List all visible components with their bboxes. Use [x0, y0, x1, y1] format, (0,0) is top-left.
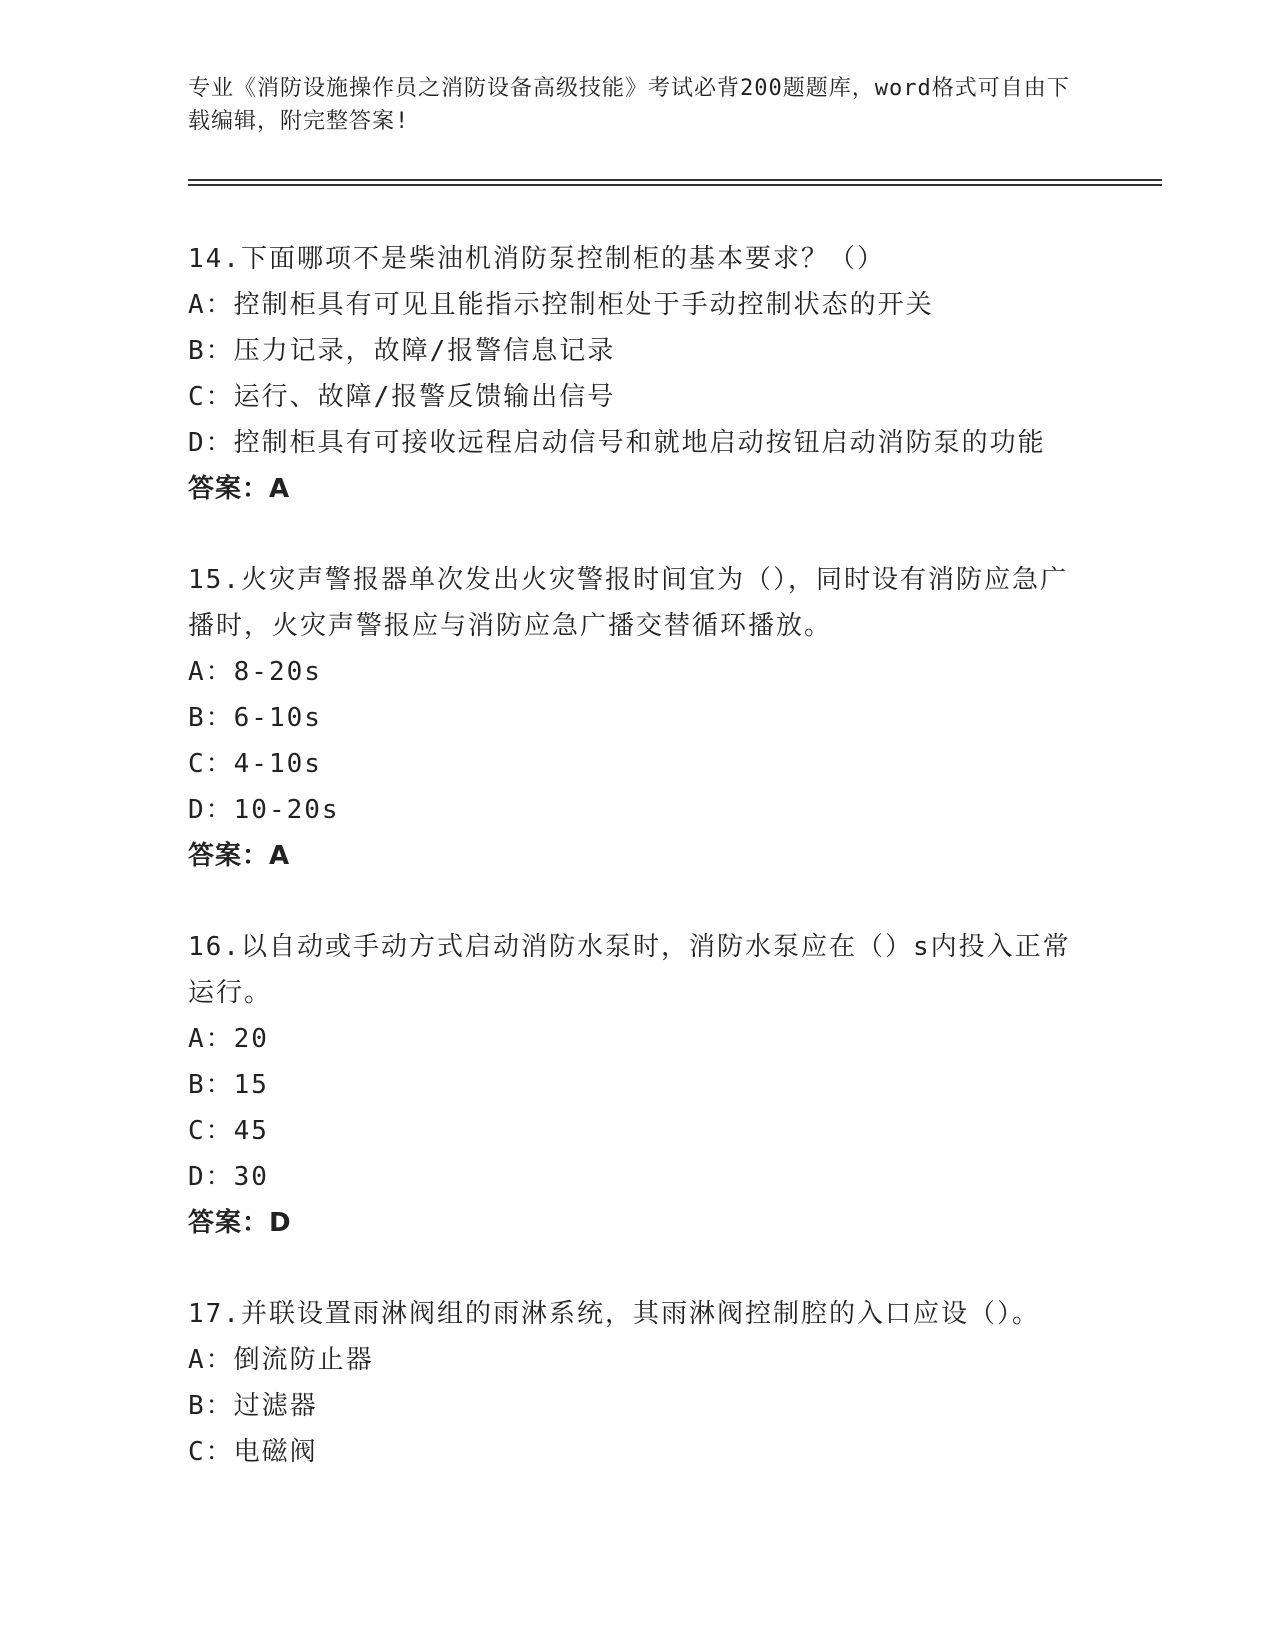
option-d: D：10-20s — [188, 795, 340, 825]
question-list — [188, 236, 1088, 1520]
header-divider-bottom — [188, 184, 1162, 186]
question-14 — [188, 236, 1088, 512]
question-16 — [188, 924, 1088, 1246]
question-text: 17.并联设置雨淋阀组的雨淋系统，其雨淋阀控制腔的入口应设（）。 — [188, 1299, 1040, 1329]
option-a: A：倒流防止器 — [188, 1345, 374, 1375]
option-b: B：6-10s — [188, 703, 322, 733]
option-b: B：压力记录，故障/报警信息记录 — [188, 336, 616, 366]
option-a: A：20 — [188, 1024, 269, 1054]
question-15 — [188, 557, 1088, 879]
option-c: C：运行、故障/报警反馈输出信号 — [188, 382, 616, 412]
answer: 答案：D — [188, 1208, 292, 1238]
header-divider-top — [188, 179, 1162, 181]
option-d: D：30 — [188, 1162, 269, 1192]
option-c: C：电磁阀 — [188, 1437, 318, 1467]
document-header: 专业《消防设施操作员之消防设备高级技能》考试必背200题题库，word格式可自由下载编辑，附完整答案! — [188, 76, 1070, 134]
answer: 答案：A — [188, 841, 291, 871]
question-text: 15.火灾声警报器单次发出火灾警报时间宜为（），同时设有消防应急广播时，火灾声警报应与消防应急广播交替循环播放。 — [188, 565, 1068, 641]
question-text: 16.以自动或手动方式启动消防水泵时，消防水泵应在（）s内投入正常运行。 — [188, 932, 1071, 1008]
question-text: 14.下面哪项不是柴油机消防泵控制柜的基本要求？（） — [188, 244, 885, 274]
option-a: A：控制柜具有可见且能指示控制柜处于手动控制状态的开关 — [188, 290, 934, 320]
option-c: C：4-10s — [188, 749, 322, 779]
option-d: D：控制柜具有可接收远程启动信号和就地启动按钮启动消防泵的功能 — [188, 428, 1046, 458]
option-c: C：45 — [188, 1116, 269, 1146]
option-b: B：过滤器 — [188, 1391, 318, 1421]
option-b: B：15 — [188, 1070, 269, 1100]
question-17 — [188, 1291, 1088, 1475]
option-a: A：8-20s — [188, 657, 322, 687]
answer: 答案：A — [188, 474, 291, 504]
